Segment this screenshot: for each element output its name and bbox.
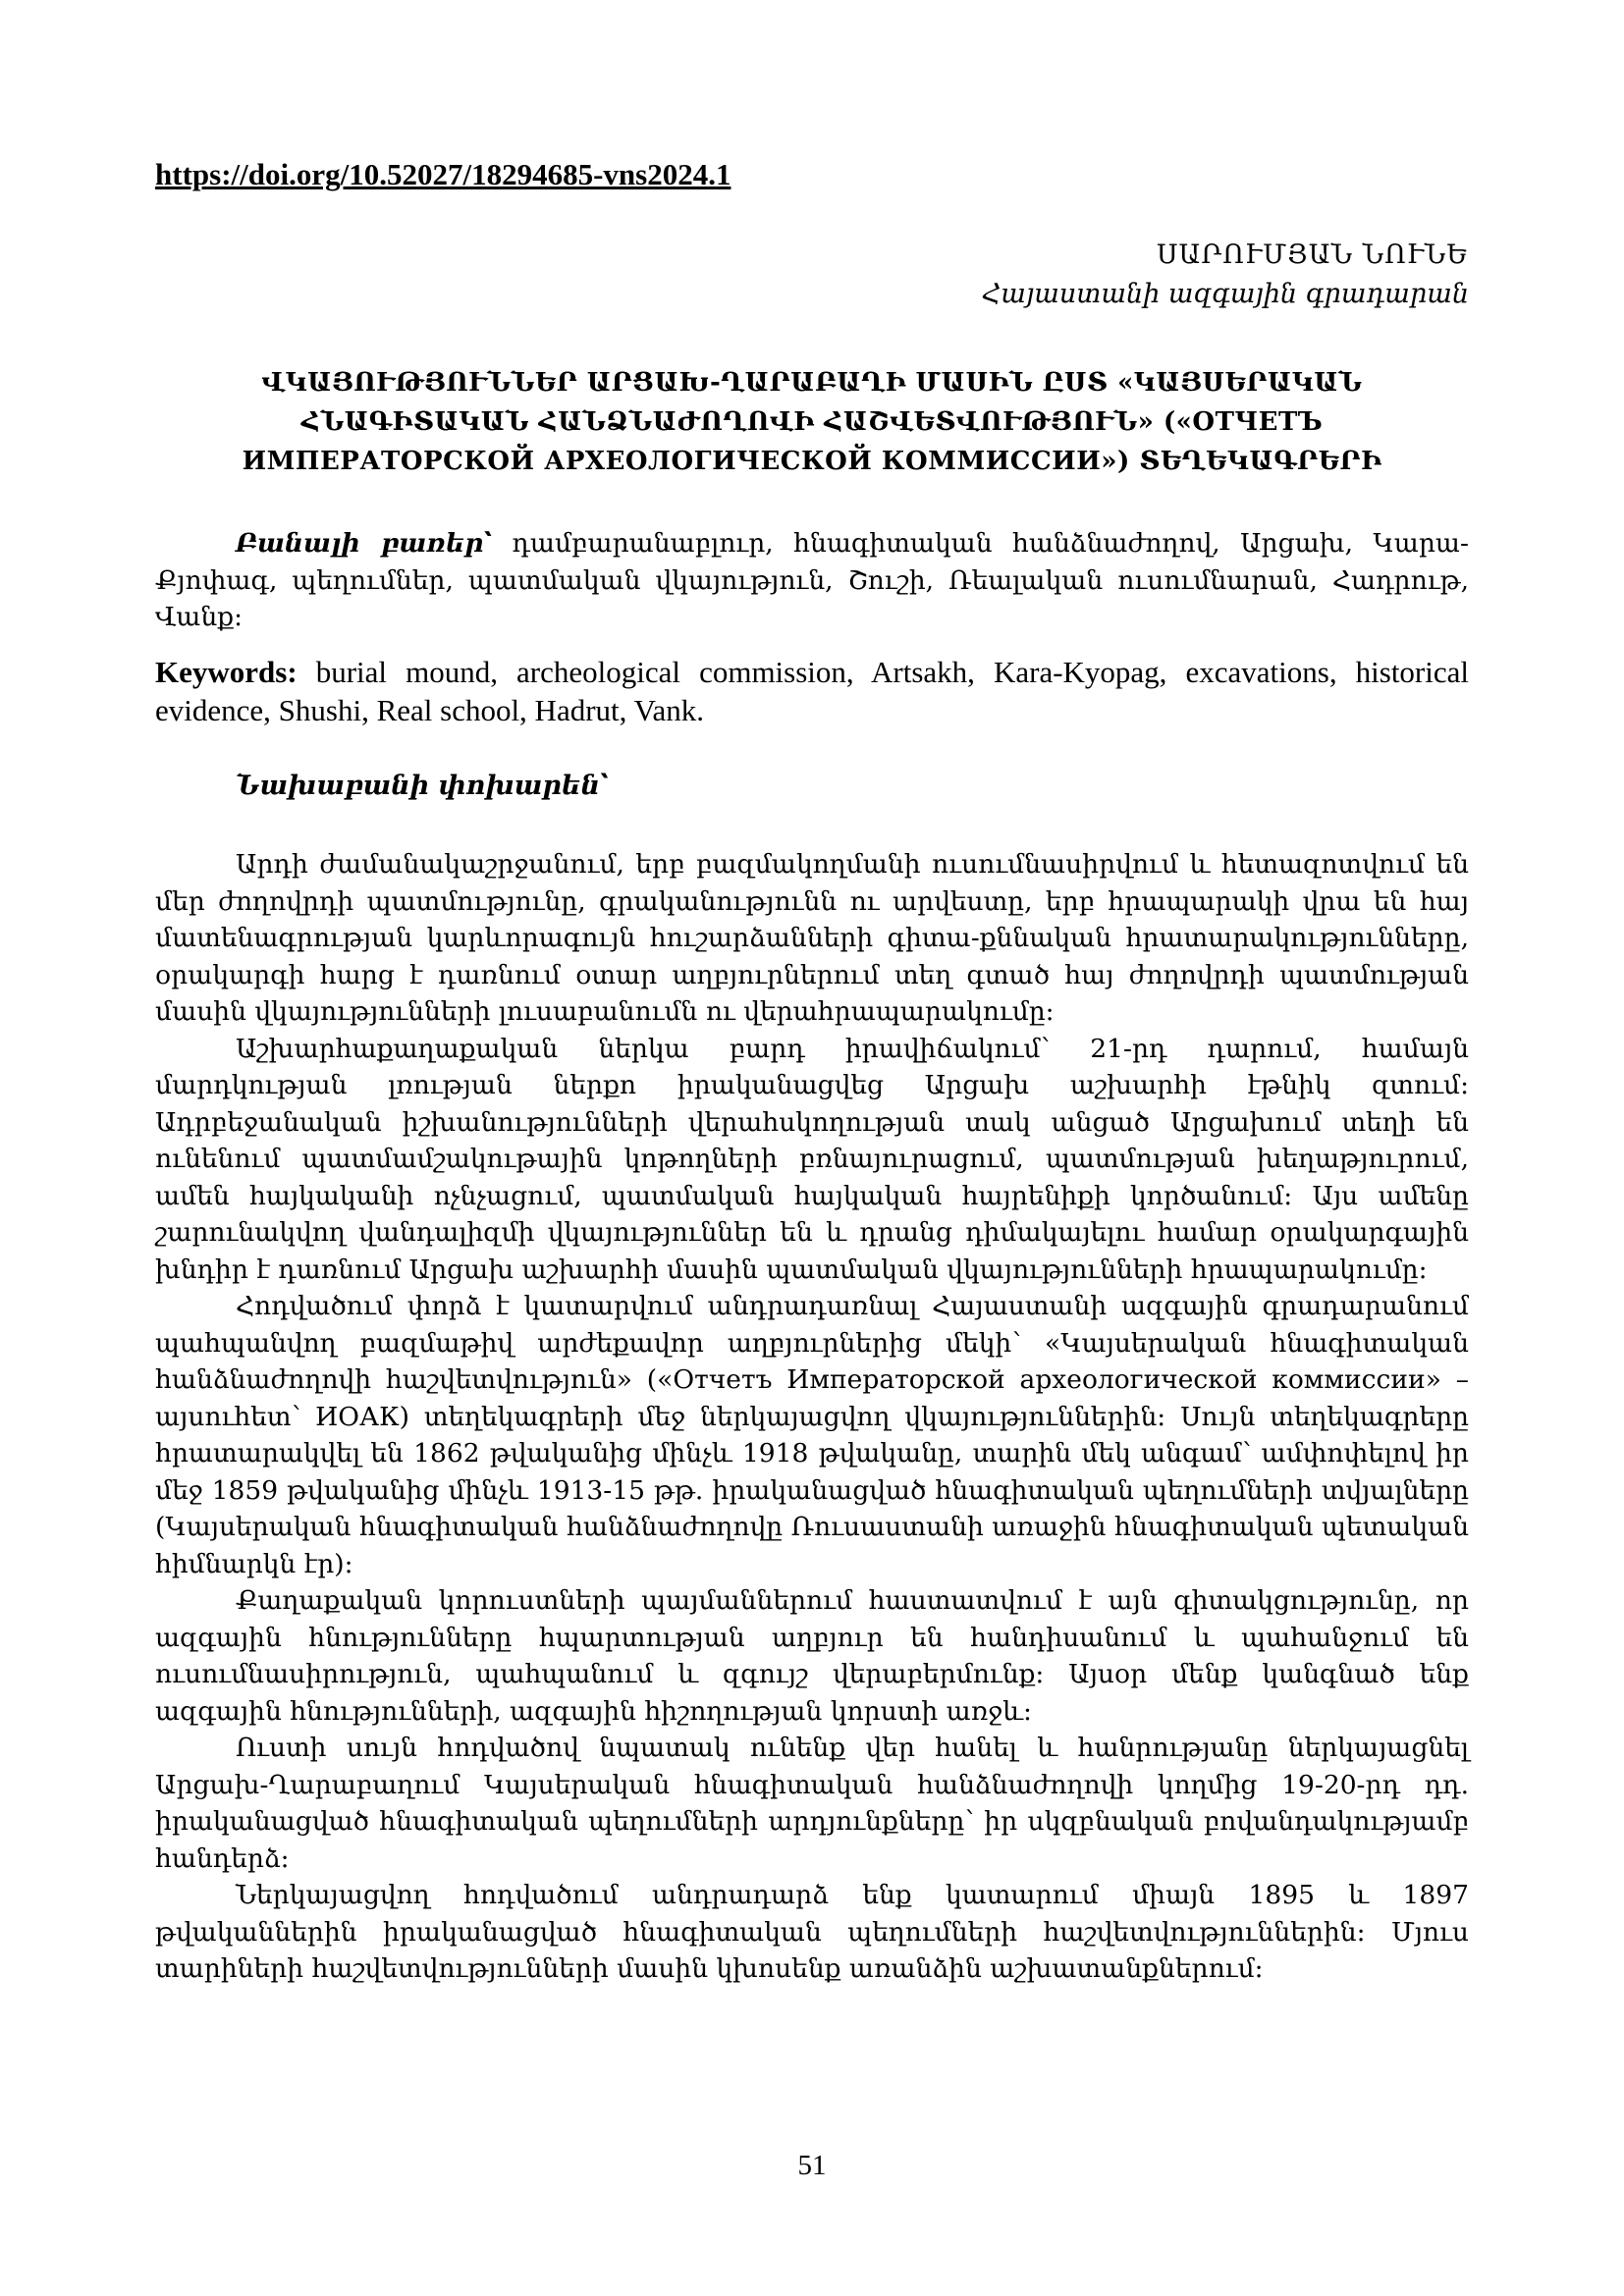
body-text: [155, 846, 1469, 1988]
author-affiliation: Հայաստանի ազգային գրադարան: [981, 279, 1469, 309]
keywords-armenian-label: Բանալի բառեր՝: [236, 528, 493, 559]
keywords-armenian-text: դամբարանաբլուր, հնագիտական հանձնաժողով, Արցախ, Կարա-Քյոփագ, պեղումներ, պատմական վկայություն, Շուշի, Ռեալական ուսումնարան, Հադրութ, Վանք:: [155, 528, 1469, 632]
keywords-armenian: [155, 525, 1469, 636]
paragraph: Ներկայացվող հոդվածում անդրադարձ ենք կատարում միայն 1895 և 1897 թվականներին իրականացված հնագիտական պեղումների հաշվետվություններին: Մյուս տարիների հաշվետվությունների մասին կխոսենք առանձին աշխատանքներում:: [155, 1880, 1469, 1984]
doi-link[interactable]: https://doi.org/10.52027/18294685-vns2024.1: [155, 157, 731, 191]
author-name: ՍԱՐՈՒՄՅԱՆ ՆՈՒՆԵ: [1156, 240, 1469, 270]
author-block: [982, 236, 1469, 314]
section-heading: Նախաբանի փոխարեն՝: [236, 771, 609, 801]
article-title: ՎԿԱՅՈՒԹՅՈՒՆՆԵՐ ԱՐՑԱԽ-ՂԱՐԱԲԱՂԻ ՄԱՍԻՆ ԸՍՏ «ԿԱՅՍԵՐԱԿԱՆ ՀՆԱԳԻՏԱԿԱՆ ՀԱՆՁՆԱԺՈՂՈՎԻ ՀԱՇՎԵՏՎՈՒԹՅՈՒՆ» («ОТЧЕТЪ ИМПЕРАТОРСКОЙ АРХЕОЛОГИЧЕСКОЙ КОММИССИИ») ՏԵՂԵԿԱԳՐԵՐԻ: [242, 368, 1382, 476]
paragraph: Ուստի սույն հոդվածով նպատակ ունենք վեր հանել և հանրությանը ներկայացնել Արցախ-Ղարաբաղում Կայսերական հնագիտական հանձնաժողովի կողմից 19-20-րդ դդ. իրականացված հնագիտական պեղումների արդյունքները՝ իր սկզբնական բովանդակությամբ հանդերձ:: [155, 1733, 1469, 1874]
keywords-english: [155, 653, 1469, 729]
paragraph: Հոդվածում փորձ է կատարվում անդրադառնալ Հայաստանի ազգային գրադարանում պահպանվող բազմաթիվ արժեքավոր աղբյուրներից մեկի՝ «Կայսերական հնագիտական հանձնաժողովի հաշվետվություն» («Отчетъ Императорской археологической коммиссии» – այսուհետ՝ ИОАК) տեղեկագրերի մեջ ներկայացվող վկայություններին: Սույն տեղեկագրերը հրատարակվել են 1862 թվականից մինչև 1918 թվականը, տարին մեկ անգամ՝ ամփոփելով իր մեջ 1859 թվականից մինչև 1913-15 թթ. իրականացված հնագիտական պեղումների տվյալները (Կայսերական հնագիտական հանձնաժողովը Ռուսաստանի առաջին հնագիտական պետական հիմնարկն էր):: [155, 1291, 1469, 1579]
keywords-english-text: burial mound, archeological commission, Artsakh, Kara-Kyopag, excavations, historical evidence, Shushi, Real school, Hadrut, Vank.: [155, 655, 1469, 727]
paragraph: Արդի ժամանակաշրջանում, երբ բազմակողմանի ուսումնասիրվում և հետազոտվում են մեր ժողովրդի պատմությունը, գրականությունն ու արվեստը, երբ հրապարակի վրա են հայ մատենագրության կարևորագույն հուշարձանների գիտա-քննական հրատարակությունները, օրակարգի հարց է դառնում օտար աղբյուրներում տեղ գտած հայ ժողովրդի պատմության մասին վկայությունների լուսաբանումն ու վերահրապարակումը:: [155, 849, 1469, 1027]
page-number: 51: [797, 2150, 827, 2181]
paragraph: Աշխարհաքաղաքական ներկա բարդ իրավիճակում՝ 21-րդ դարում, համայն մարդկության լռության ներքո իրականացվեց Արցախ աշխարհի էթնիկ զտում: Ադրբեջանական իշխանությունների վերահսկողության տակ անցած Արցախում տեղի են ունենում պատմամշակութային կոթողների բռնայուրացում, պատմության խեղաթյուրում, ամեն հայկականի ոչնչացում, պատմական հայկական հայրենիքի կործանում: Այս ամենը շարունակվող վանդալիզմի վկայություններ են և դրանց դիմակայելու համար օրակարգային խնդիր է դառնում Արցախ աշխարհի մասին պատմական վկայությունների հրապարակումը:: [155, 1033, 1469, 1285]
paragraph: Քաղաքական կորուստների պայմաններում հաստատվում է այն գիտակցությունը, որ ազգային հնությունները հպարտության աղբյուր են հանդիսանում և պահանջում են ուսումնասիրություն, պահպանում և զգույշ վերաբերմունք: Այսօր մենք կանգնած ենք ազգային հնությունների, ազգային հիշողության կորստի առջև:: [155, 1585, 1469, 1727]
keywords-english-label: Keywords:: [155, 655, 298, 689]
